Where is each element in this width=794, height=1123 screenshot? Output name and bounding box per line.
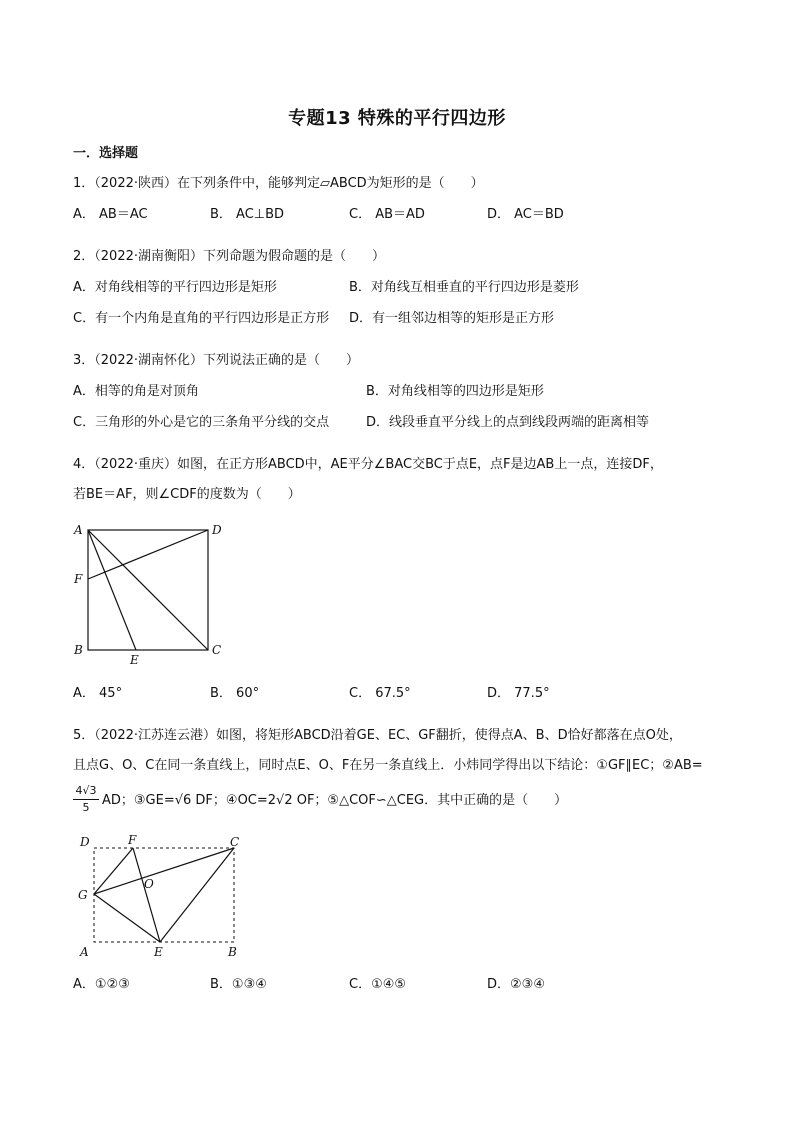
q1-stem: 1．（2022·陕西）在下列条件中，能够判定▱ABCD为矩形的是（ ）: [73, 176, 484, 191]
q1-option-b: B． AC⊥BD: [210, 207, 285, 222]
q5-label-g: G: [78, 888, 88, 902]
q5-stem-line1: 5．（2022·江苏连云港）如图，将矩形ABCD沿着GE、EC、GF翻折，使得点A、B、D恰好都落在点O处，: [73, 728, 682, 743]
q3-option-d: D．线段垂直平分线上的点到线段两端的距离相等: [366, 415, 650, 430]
q1-option-d: D． AC＝BD: [487, 207, 564, 222]
q3-option-c: C．三角形的外心是它的三条角平分线的交点: [73, 415, 330, 430]
q4-option-b: B． 60°: [210, 686, 260, 701]
q5-option-b: B．①③④: [210, 977, 267, 992]
q5-option-c: C．①④⑤: [349, 977, 407, 992]
q2-stem: 2．（2022·湖南衡阳）下列命题为假命题的是（ ）: [73, 249, 385, 264]
q2-option-d: D．有一组邻边相等的矩形是正方形: [349, 311, 555, 326]
q4-label-e: E: [130, 653, 139, 667]
q4-label-a: A: [74, 523, 83, 537]
q4-label-f: F: [74, 572, 83, 586]
q2-option-c: C．有一个内角是直角的平行四边形是正方形: [73, 311, 330, 326]
q5-stem-line3: AD；③GE=√6 DF；④OC=2√2 OF；⑤△COF∽△CEG．其中正确的是（ ）: [102, 793, 568, 808]
q5-label-d: D: [80, 835, 90, 849]
q2-option-b: B．对角线互相垂直的平行四边形是菱形: [349, 280, 579, 295]
q5-stem-line2: 且点G、O、C在同一条直线上，同时点E、O、F在另一条直线上．小炜同学得出以下结论：①GF∥EC；②AB=: [73, 758, 703, 773]
q5-option-d: D．②③④: [487, 977, 545, 992]
q5-label-b: B: [228, 945, 237, 959]
q5-fraction-bar: [73, 799, 99, 800]
q4-label-c: C: [212, 643, 222, 657]
q5-label-e: E: [154, 945, 163, 959]
q2-option-a: A．对角线相等的平行四边形是矩形: [73, 280, 277, 295]
q3-option-a: A．相等的角是对顶角: [73, 384, 199, 399]
q4-option-a: A． 45°: [73, 686, 123, 701]
q5-label-c: C: [230, 835, 240, 849]
q5-rectangle-figure: [70, 828, 250, 960]
q4-label-d: D: [212, 523, 222, 537]
q4-label-b: B: [74, 643, 83, 657]
q4-stem-line1: 4．（2022·重庆）如图，在正方形ABCD中，AE平分∠BAC交BC于点E，点F是边AB上一点，连接DF，: [73, 457, 663, 472]
q4-square-figure: [70, 518, 230, 670]
q1-option-c: C． AB＝AD: [349, 207, 425, 222]
q5-label-a: A: [80, 945, 89, 959]
q1-option-a: A． AB＝AC: [73, 207, 148, 222]
q4-stem-line2: 若BE＝AF，则∠CDF的度数为（ ）: [73, 487, 301, 502]
section-heading: 一．选择题: [73, 146, 139, 161]
q5-option-a: A．①②③: [73, 977, 130, 992]
q3-option-b: B．对角线相等的四边形是矩形: [366, 384, 544, 399]
q5-label-f: F: [128, 833, 137, 847]
q4-option-d: D． 77.5°: [487, 686, 550, 701]
q5-fraction-denominator: 5: [82, 801, 90, 814]
q5-fraction-numerator: 4√3: [75, 784, 97, 797]
q4-option-c: C． 67.5°: [349, 686, 411, 701]
q5-label-o: O: [144, 877, 154, 891]
page-title: 专题13 特殊的平行四边形: [288, 108, 506, 129]
q3-stem: 3．（2022·湖南怀化）下列说法正确的是（ ）: [73, 353, 359, 368]
